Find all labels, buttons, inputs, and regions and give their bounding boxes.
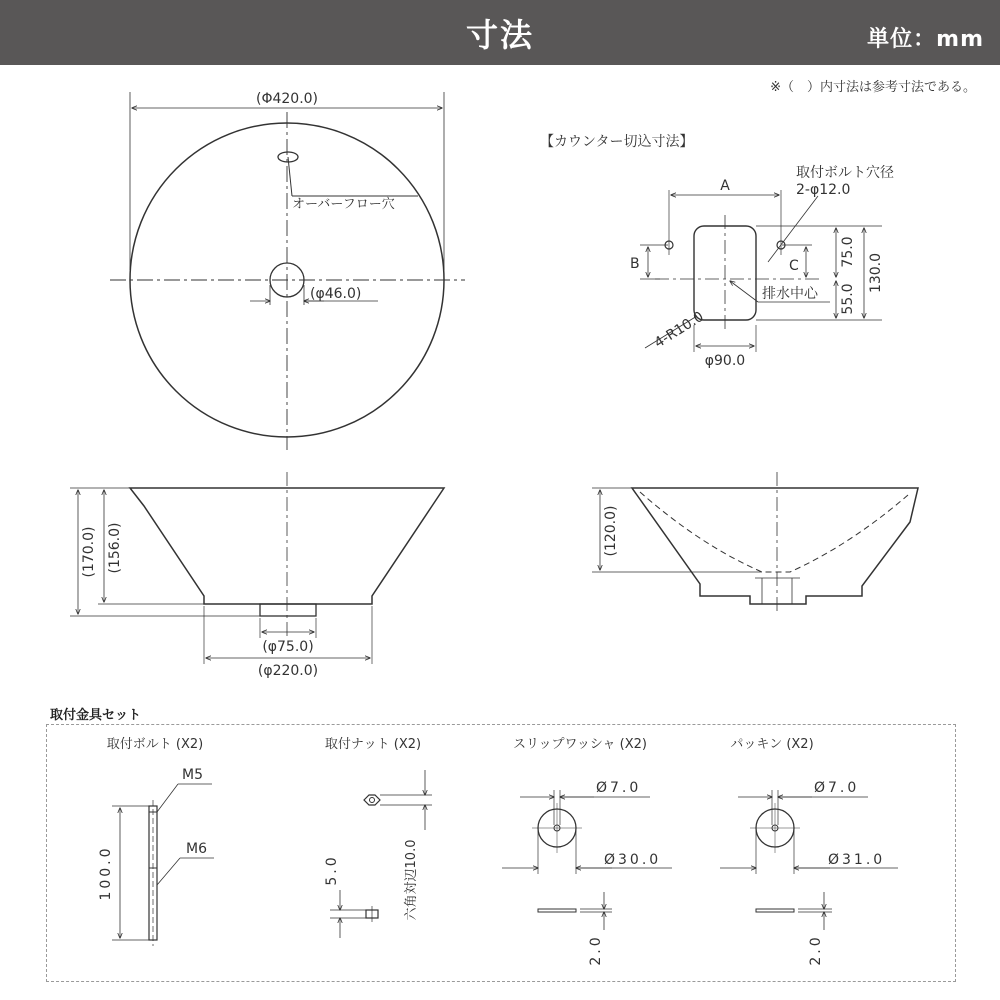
dim-b-text: B — [630, 256, 640, 272]
depth-text: (120.0) — [603, 505, 619, 557]
drain-center-text: 排水中心 — [762, 286, 818, 302]
bolt-drawing — [112, 784, 214, 946]
counter-cutout-title: 【カウンター切込寸法】 — [540, 134, 694, 150]
bolt-hole-value: 2-φ12.0 — [796, 182, 851, 198]
washer-thickness-text: 2.0 — [588, 934, 604, 966]
bolt-title: 取付ボルト (X2) — [106, 737, 204, 752]
height-outer-text: (170.0) — [81, 526, 97, 578]
cutout-width-text: φ90.0 — [704, 353, 746, 369]
washer-side — [538, 909, 576, 912]
side-drain-stub — [260, 604, 316, 616]
mounting-kit-title: 取付金具セット — [50, 708, 142, 723]
m6-text: M6 — [186, 841, 207, 857]
base-width-text: (φ220.0) — [257, 663, 319, 679]
bolt-hole-leader — [768, 196, 818, 262]
packing-title: パッキン (X2) — [730, 737, 814, 752]
washer-title: スリップワッシャ (X2) — [512, 737, 648, 752]
nut-thickness-text: 5.0 — [324, 854, 340, 886]
bolt-length-text: 100.0 — [98, 845, 114, 901]
top-view — [110, 92, 465, 450]
dim-a-text: A — [720, 178, 730, 194]
section-inner-surface — [640, 492, 908, 572]
side-view — [70, 472, 444, 664]
nut-hex-top — [364, 795, 380, 805]
m6-leader — [157, 858, 180, 885]
packing-inner-text: Ø7.0 — [814, 780, 860, 796]
dim-130-text: 130.0 — [868, 252, 884, 294]
m5-text: M5 — [182, 767, 203, 783]
drain-diameter-text: (φ46.0) — [310, 286, 362, 302]
washer-outer-text: Ø30.0 — [604, 852, 662, 868]
section-outer-outline — [632, 488, 918, 604]
overflow-leader — [288, 157, 292, 196]
unit-label: 単位：mm — [867, 27, 984, 52]
height-bowl-text: (156.0) — [107, 522, 123, 574]
dim-c-text: C — [789, 258, 799, 274]
drain-center-leader — [730, 281, 758, 302]
overflow-text: オーバーフロー穴 — [292, 197, 395, 212]
drain-width-text: (φ75.0) — [262, 639, 314, 655]
washer-inner-text: Ø7.0 — [596, 780, 642, 796]
nut-bore — [370, 798, 375, 803]
dim-55-text: 55.0 — [840, 283, 856, 315]
bolt-hole-label: 取付ボルト穴径 — [796, 165, 894, 181]
outer-diameter-text: (Φ420.0) — [255, 91, 319, 107]
packing-thickness-text: 2.0 — [808, 934, 824, 966]
nut-title: 取付ナット (X2) — [324, 737, 422, 752]
section-view — [592, 472, 918, 612]
nut-hex-text: 六角対辺10.0 — [404, 839, 419, 921]
corner-radius-text: 4-R10.0 — [651, 308, 707, 352]
packing-outer-text: Ø31.0 — [828, 852, 886, 868]
reference-note: ※（ ）内寸法は参考寸法である。 — [770, 80, 976, 95]
packing-side — [756, 909, 794, 912]
dim-75-text: 75.0 — [840, 236, 856, 268]
m5-leader — [157, 784, 178, 812]
page-title: 寸法 — [465, 16, 534, 54]
